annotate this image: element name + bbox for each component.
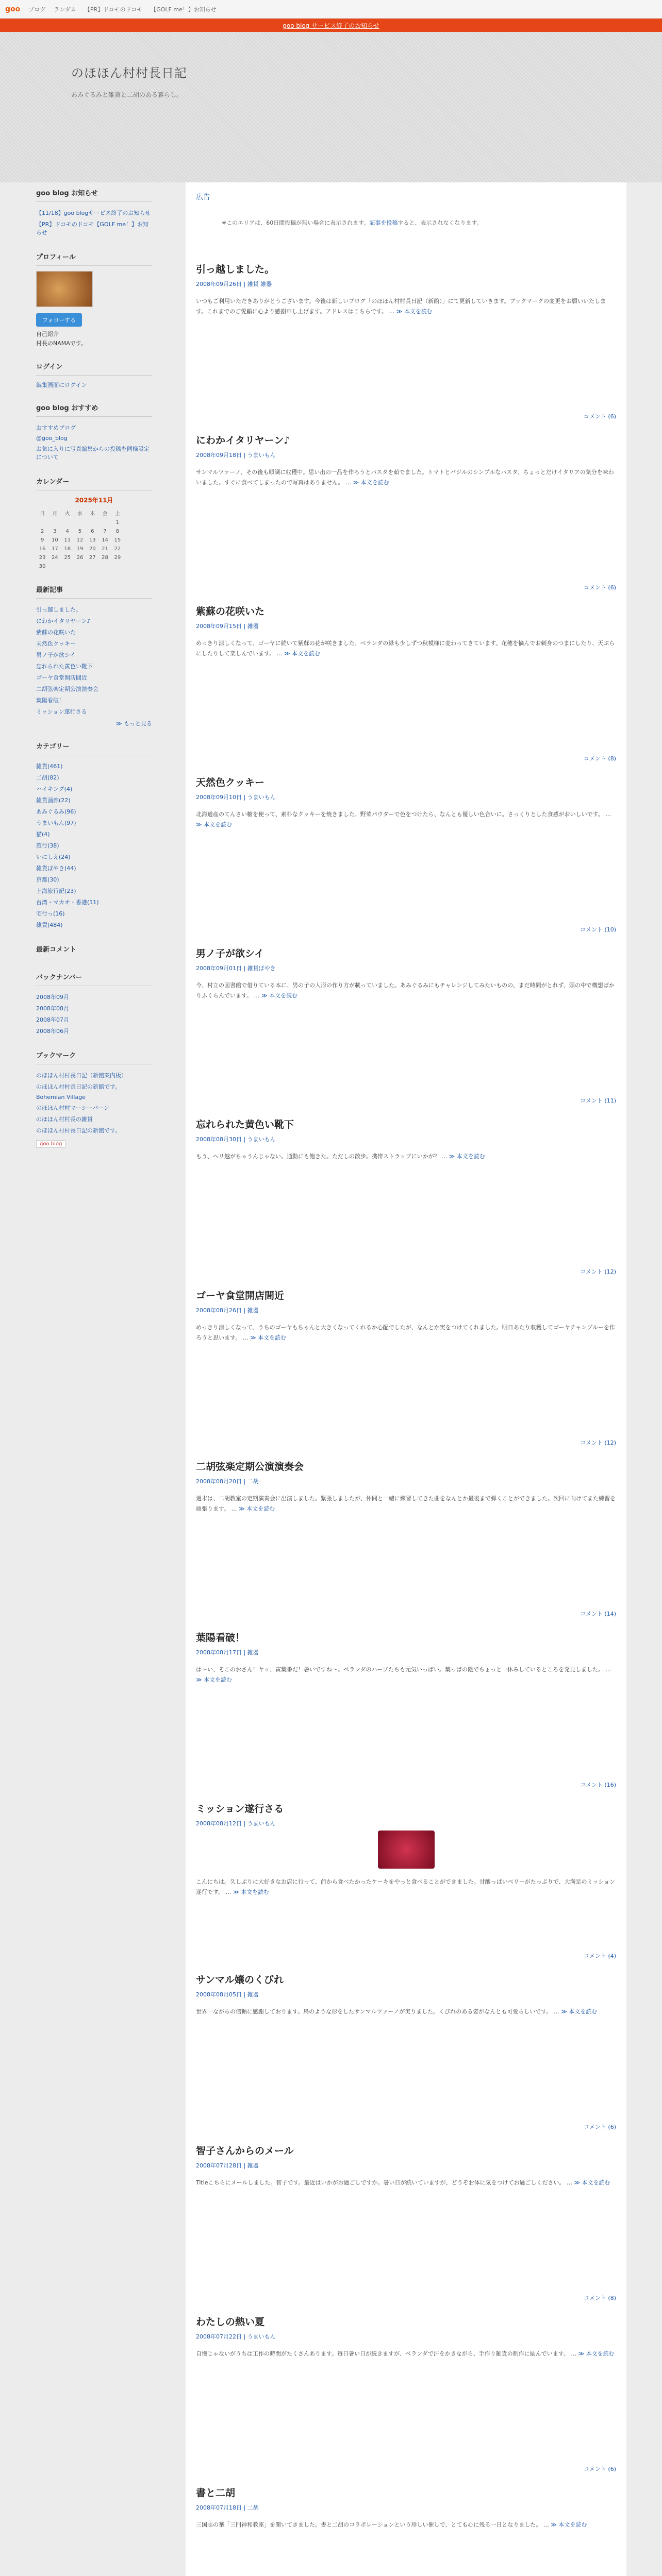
read-more-link[interactable]: ≫ 本文を読む — [578, 2350, 615, 2357]
login-heading: ログイン — [36, 361, 152, 376]
backnumber-link[interactable]: 2008年09月 — [36, 994, 69, 1001]
read-more-link[interactable]: ≫ 本文を読む — [196, 1676, 233, 1684]
news-heading: goo blog お知らせ — [36, 188, 152, 202]
category-link[interactable]: 上海旅行記(23) — [36, 888, 76, 895]
post-body-text: Titleこちらにメールしました。智子です。最近はいかがお過ごしですか。暑い日が続いていますが、どうぞお体に気をつけてお過ごしください。 … — [196, 2179, 574, 2186]
post-list — [196, 262, 616, 2576]
calendar-day: 26 — [76, 555, 84, 561]
topbar-link[interactable]: ランダム — [54, 6, 76, 13]
post-meta[interactable]: 2008年08月20日 | 二胡 — [196, 1478, 259, 1485]
post-body — [196, 1877, 616, 1898]
recent-post-link[interactable]: ゴーヤ食堂開店間近 — [36, 674, 87, 682]
bookmark-link[interactable]: Bohemian Village — [36, 1094, 86, 1101]
calendar-day — [74, 518, 86, 527]
calendar-day — [98, 562, 111, 571]
recommend-item[interactable]: お気に入りに写真編集からの投稿を同様設定について — [36, 446, 150, 461]
service-notice-bar[interactable] — [0, 19, 662, 32]
bookmark-list — [36, 1070, 152, 1136]
recent-post-link[interactable]: 紫蘇の花咲いた — [36, 629, 76, 636]
calendar-weekday: 火 — [64, 511, 70, 517]
calendar-weekday: 木 — [90, 511, 95, 517]
post-comments-link[interactable]: コメント (12) — [580, 1439, 616, 1446]
read-more-link[interactable]: ≫ 本文を読む — [284, 650, 321, 657]
post-body-text: もう、ヘリ越がちゃうんじゃない。通勤にも飽きた。ただしの散歩。携帯ストラップにいかが？ … — [196, 1153, 449, 1160]
calendar-day: 3 — [53, 529, 57, 535]
post-body — [196, 1665, 616, 1686]
blog-post — [196, 604, 616, 775]
blog-post — [196, 1801, 616, 1972]
calendar-day — [61, 562, 74, 571]
post-comments-link[interactable]: コメント (8) — [583, 755, 616, 762]
post-body-text: 北海道産のてんさい糖を使って、素朴なクッキーを焼きました。野菜パウダーで色をつけたら、なんとも優しい色合いに。さっくりとした食感がおいしいです。 … — [196, 811, 611, 818]
bookmark-link[interactable]: のほほん村村長日記（新館案内板） — [36, 1072, 127, 1079]
calendar-weekday: 金 — [102, 511, 108, 517]
category-link[interactable]: 雑貨画廊(22) — [36, 797, 71, 804]
profile-section — [36, 251, 152, 348]
category-link[interactable]: 雑貨ぼやき(44) — [36, 865, 76, 872]
calendar-day: 4 — [65, 529, 69, 535]
post-title[interactable]: 書と二胡 — [196, 2487, 236, 2499]
read-more-link[interactable]: ≫ 本文を読む — [261, 992, 298, 999]
calendar-day: 28 — [102, 555, 108, 561]
comments-section — [36, 944, 152, 958]
login-link[interactable]: 編集画面にログイン — [36, 382, 87, 389]
post-meta[interactable]: 2008年08月30日 | うまいもん — [196, 1136, 276, 1143]
category-link[interactable]: 猫(4) — [36, 831, 50, 838]
post-body-text: 三国志の華「三門神和教座」を聞いてきました。書と二胡のコラボレーションという珍しい催しで、とても心に残る一日となりました。 … — [196, 2521, 551, 2528]
read-more-link[interactable]: ≫ 本文を読む — [396, 308, 433, 315]
read-more-link[interactable]: ≫ 本文を読む — [196, 821, 233, 828]
post-body-text: サンマルツァーノ、その後も順調に収穫中。思い出の一品を作ろうとパスタを茹でました。トマトとバジルのシンプルなパスタ。ちょっとだけイタリアの気分を味わいました。すぐに食べてしまったので写真はありません。 … — [196, 469, 614, 486]
blog-description: あみぐるみと雑貨と二胡のある暮らし。 — [71, 91, 183, 98]
ad-note-prefix: ※このエリアは、60日間投稿が無い場合に表示されます。 — [222, 219, 370, 226]
calendar-day: 30 — [39, 564, 46, 570]
backnumber-link[interactable]: 2008年06月 — [36, 1028, 69, 1035]
calendar-weekday: 日 — [40, 511, 45, 517]
recent-post-link[interactable]: 二胡弦楽定期公演演奏会 — [36, 686, 98, 693]
blog-post — [196, 775, 616, 946]
blog-post — [196, 1459, 616, 1630]
news-item[interactable]: 【PR】ドコモのドコモ【GOLF me！】お知らせ — [36, 221, 149, 236]
topbar-link[interactable]: 【PR】ドコモのドコモ — [84, 6, 143, 13]
calendar-day: 8 — [115, 529, 120, 535]
post-title[interactable]: 智子さんからのメール — [196, 2145, 294, 2157]
post-comments-link[interactable]: コメント (6) — [583, 584, 616, 591]
calendar-day — [86, 518, 98, 527]
recent-more-link[interactable]: ≫ もっと見る — [115, 720, 152, 727]
recommend-section — [36, 402, 152, 463]
backnumber-section — [36, 972, 152, 1037]
backnumber-link[interactable]: 2008年07月 — [36, 1016, 69, 1024]
comments-heading: 最新コメント — [36, 944, 152, 958]
blog-post — [196, 1117, 616, 1288]
read-more-link[interactable]: ≫ 本文を読む — [574, 2179, 610, 2186]
ad-label: 広告 — [196, 193, 210, 201]
recent-post-link[interactable]: 引っ越しました。 — [36, 606, 81, 614]
category-section — [36, 741, 152, 930]
calendar-day — [48, 518, 61, 527]
news-section — [36, 188, 152, 238]
post-body-text: 週末は、二胡教室の定期演奏会に出演しました。緊張しましたが、仲間と一緒に練習してきた曲をなんとか最後まで弾くことができました。次回に向けてまた練習を頑張ります。 … — [196, 1495, 616, 1513]
calendar-day: 20 — [89, 546, 96, 552]
post-meta[interactable]: 2008年08月12日 | うまいもん — [196, 1820, 276, 1827]
backnumber-list — [36, 991, 152, 1037]
post-comments-link[interactable]: コメント (8) — [583, 2295, 616, 2301]
top-bar — [0, 0, 662, 19]
post-comments-link[interactable]: コメント (16) — [580, 1782, 616, 1788]
bookmark-link[interactable]: のほほん村村長日記の新館です。 — [36, 1083, 121, 1091]
read-more-link[interactable]: ≫ 本文を読む — [561, 2008, 598, 2015]
post-body — [196, 809, 616, 831]
calendar-day — [36, 518, 48, 527]
login-section — [36, 361, 152, 389]
calendar-day: 25 — [64, 555, 71, 561]
calendar-day: 18 — [64, 546, 71, 552]
calendar-day: 5 — [78, 529, 82, 535]
calendar-day: 2 — [40, 529, 44, 535]
profile-line: 自己紹介 — [36, 331, 59, 337]
calendar-day: 10 — [52, 537, 58, 544]
post-title[interactable]: 忘れられた黄色い靴下 — [196, 1119, 294, 1130]
category-link[interactable]: 雑貨(484) — [36, 922, 63, 929]
blog-post — [196, 2143, 616, 2314]
backnumber-heading: バックナンバー — [36, 972, 152, 986]
profile-line: 村長のNAMAです。 — [36, 340, 87, 347]
calendar-weekday: 土 — [114, 511, 120, 517]
category-list — [36, 760, 152, 930]
calendar-day: 14 — [102, 537, 108, 544]
recent-post-link[interactable]: 天然色クッキー — [36, 640, 76, 648]
category-link[interactable]: いにしえ(24) — [36, 854, 71, 861]
post-title[interactable]: 男ノ子が欲シイ — [196, 948, 264, 959]
post-comments-link[interactable]: コメント (11) — [580, 1097, 616, 1104]
post-body — [196, 1151, 616, 1162]
sidebar — [36, 188, 152, 1161]
post-body-text: 今、村立の図書館で借りている本に、男の子の人形の作り方が載っていました。あみぐるみにもチャレンジしてみたいものの、まだ時間がとれず、頭の中で構想ばかりふくらんでいます。 … — [196, 982, 615, 999]
post-title[interactable]: ミッション遂行さる — [196, 1803, 284, 1815]
recent-post-link[interactable]: にわかイタリヤーン♪ — [36, 618, 91, 625]
post-comments-link[interactable]: コメント (6) — [583, 413, 616, 420]
post-body — [196, 2007, 616, 2017]
bookmark-section — [36, 1050, 152, 1148]
calendar-day: 29 — [114, 555, 121, 561]
post-body — [196, 980, 616, 1002]
calendar-day: 11 — [64, 537, 71, 544]
post-body-text: こんにちは。久しぶりに大好きなお店に行って、前から食べたかったケーキをやっと食べることができました。甘酸っぱいベリーがたっぷりで、大満足のミッション遂行です。 … — [196, 1878, 616, 1896]
blog-post — [196, 433, 616, 604]
blog-header — [0, 32, 662, 182]
read-more-link[interactable]: ≫ 本文を読む — [239, 1505, 275, 1513]
topbar-link[interactable]: ブログ — [28, 6, 46, 13]
post-title[interactable]: 二胡弦楽定期公演演奏会 — [196, 1461, 304, 1472]
blog-post — [196, 1630, 616, 1801]
post-meta[interactable]: 2008年09月10日 | うまいもん — [196, 794, 276, 801]
post-title[interactable]: ゴーヤ食堂開店間近 — [196, 1290, 285, 1301]
calendar-day: 23 — [39, 555, 46, 561]
recent-post-link[interactable]: ミッション遂行さる — [36, 708, 87, 716]
post-title[interactable]: 葉陽看破！ — [196, 1632, 245, 1643]
post-body — [196, 2349, 616, 2359]
blog-title[interactable]: のほほん村村長日記 — [71, 66, 187, 80]
ad-note — [222, 218, 616, 227]
post-body-text: いつもご利用いただきありがとうございます。今後は新しいブログ「のほほん村村長日記（新館）」にて更新していきます。ブックマークの変更をお願いいたします。これまでのご愛顧に心より感謝申し上げます。アドレスはこちらです。 … — [196, 298, 606, 315]
post-meta[interactable]: 2008年08月17日 | 雑器 — [196, 1649, 259, 1656]
recent-post-link[interactable]: 忘れられた黄色い靴下 — [36, 663, 93, 670]
post-comments-link[interactable]: コメント (6) — [583, 2124, 616, 2130]
news-item[interactable]: 【11/18】goo blogサービス終了のお知らせ — [36, 210, 151, 216]
post-comments-link[interactable]: コメント (14) — [580, 1611, 616, 1617]
post-body-text: めっきり涼しくなって、うちのゴーヤもちゃんと大きくなってくれるか心配でしたが、なんとか実をつけてくれました。明日あたり収穫してゴーヤチャンプルーを作ろうと思います。 … — [196, 1324, 615, 1342]
calendar-day: 1 — [115, 520, 120, 526]
category-link[interactable]: ハイキング(4) — [36, 786, 73, 793]
service-notice-link[interactable]: goo blog サービス終了のお知らせ — [283, 22, 379, 29]
post-meta[interactable]: 2008年09月01日 | 雑貨ぼやき — [196, 965, 276, 972]
calendar-day: 21 — [102, 546, 108, 552]
calendar-day: 24 — [52, 555, 58, 561]
post-title[interactable]: 紫蘇の花咲いた — [196, 606, 265, 617]
read-more-link[interactable]: ≫ 本文を読む — [233, 1889, 270, 1896]
recent-heading: 最新記事 — [36, 584, 152, 599]
post-body — [196, 638, 616, 659]
blog-post — [196, 1288, 616, 1459]
category-link[interactable]: 二胡(82) — [36, 774, 59, 782]
post-meta[interactable]: 2008年09月18日 | うまいもん — [196, 452, 276, 459]
blog-post — [196, 2485, 616, 2576]
blog-post — [196, 1972, 616, 2143]
post-photo[interactable] — [378, 1831, 435, 1869]
recommend-heading: goo blog おすすめ — [36, 402, 152, 417]
calendar-section — [36, 476, 152, 571]
news-list — [36, 207, 152, 238]
post-body — [196, 1494, 616, 1515]
category-heading: カテゴリー — [36, 741, 152, 755]
calendar-day: 15 — [114, 537, 121, 544]
calendar-day: 27 — [89, 555, 96, 561]
bookmark-link[interactable]: のほほん村村長の雑貨 — [36, 1116, 93, 1123]
blog-post — [196, 262, 616, 433]
post-body-text: 世界一ながらの信頼に感謝しております。鳥のような形をしたサンマルツァーノが実りました。くびれのある姿がなんとも可愛らしいです。 … — [196, 2008, 561, 2015]
post-title[interactable]: サンマル嬢のくびれ — [196, 1974, 284, 1986]
read-more-link[interactable]: ≫ 本文を読む — [449, 1153, 485, 1160]
post-title[interactable]: 天然色クッキー — [196, 777, 265, 788]
post-comments-link[interactable]: コメント (10) — [580, 926, 616, 933]
recommend-item[interactable]: @goo_blog — [36, 435, 68, 442]
calendar-day — [48, 562, 61, 571]
read-more-link[interactable]: ≫ 本文を読む — [551, 2521, 587, 2528]
topbar-link[interactable]: 【GOLF me！】お知らせ — [151, 6, 217, 13]
post-title[interactable]: にわかイタリヤーン♪ — [196, 435, 290, 446]
category-link[interactable]: 雑貨(461) — [36, 763, 63, 770]
calendar-day: 12 — [76, 537, 84, 544]
post-meta[interactable]: 2008年07月22日 | うまいもん — [196, 2333, 276, 2340]
post-meta[interactable]: 2008年08月26日 | 雑器 — [196, 1307, 259, 1314]
recent-section — [36, 584, 152, 727]
post-meta[interactable]: 2008年09月26日 | 雑貨 雑器 — [196, 281, 272, 287]
follow-button[interactable]: フォローする — [36, 313, 82, 327]
calendar-day — [86, 562, 98, 571]
post-body-text: 自慢じゃないがうちは工作の時間がたくさんあります。毎日暑い日が続きますが、ベランダで汗をかきながら、手作り雑貨の制作に励んでいます。 … — [196, 2350, 578, 2357]
post-comments-link[interactable]: コメント (6) — [583, 2466, 616, 2472]
calendar-day: 22 — [114, 546, 121, 552]
read-more-link[interactable]: ≫ 本文を読む — [353, 479, 389, 486]
goo-logo[interactable]: goo — [5, 5, 21, 13]
content-wrapper — [0, 182, 662, 2576]
post-meta[interactable]: 2008年09月15日 | 雑器 — [196, 623, 259, 630]
calendar-day — [98, 518, 111, 527]
recommend-item[interactable]: おすすめブログ — [36, 425, 76, 432]
post-meta[interactable]: 2008年07月28日 | 雑器 — [196, 2162, 259, 2169]
calendar-day — [74, 562, 86, 571]
calendar-day — [111, 562, 124, 571]
backnumber-link[interactable]: 2008年08月 — [36, 1005, 69, 1012]
calendar-day — [61, 518, 74, 527]
recommend-list — [36, 422, 152, 463]
calendar-day: 13 — [89, 537, 96, 544]
post-comments-link[interactable]: コメント (12) — [580, 1268, 616, 1275]
category-link[interactable]: 旅行(38) — [36, 842, 59, 850]
bookmark-link[interactable]: のほほん村村長日記の新館です。 — [36, 1127, 121, 1134]
calendar-day: 6 — [91, 529, 94, 535]
post-body — [196, 1323, 616, 1344]
post-body-text: は～い、そこのおさん！ヤッ、寅葉番だ！暑いですね～。ベランダのハーブたちも元気いっぱい。葉っぱの陰でちょっと一休みしているところを発見しました。 … — [196, 1666, 611, 1673]
post-comments-link[interactable]: コメント (4) — [583, 1953, 616, 1959]
post-body — [196, 2178, 616, 2188]
post-meta[interactable]: 2008年08月05日 | 雑器 — [196, 1991, 259, 1998]
calendar-day: 16 — [39, 546, 46, 552]
calendar-day: 9 — [40, 537, 44, 544]
calendar-heading: カレンダー — [36, 476, 152, 490]
recent-post-link[interactable]: 葉陽看破！ — [36, 697, 64, 704]
bookmark-heading: ブックマーク — [36, 1050, 152, 1064]
calendar-table — [36, 507, 124, 571]
post-article-link[interactable]: 記事を投稿 — [369, 219, 398, 226]
post-body — [196, 2520, 616, 2530]
category-link[interactable]: 宅行っ(16) — [36, 910, 65, 918]
calendar-weekday: 月 — [52, 511, 58, 517]
calendar-day: 17 — [52, 546, 58, 552]
calendar-weekday: 水 — [77, 511, 82, 517]
profile-image[interactable] — [36, 271, 93, 307]
post-meta[interactable]: 2008年07月18日 | 二胡 — [196, 2504, 259, 2511]
recent-list — [36, 604, 152, 717]
category-link[interactable]: 台湾・マカオ・香港(11) — [36, 899, 99, 906]
post-title[interactable]: わたしの熱い夏 — [196, 2316, 265, 2328]
bookmark-link[interactable]: のほほん村村マーシーバーン — [36, 1105, 110, 1112]
read-more-link[interactable]: ≫ 本文を読む — [250, 1334, 287, 1342]
main-content — [186, 182, 626, 2576]
blog-post — [196, 2314, 616, 2485]
category-link[interactable]: あみぐるみ(96) — [36, 808, 76, 816]
recent-post-link[interactable]: 男ノ子が欲シイ — [36, 652, 76, 659]
post-body — [196, 296, 616, 317]
ad-note-suffix: すると、表示されなくなります。 — [398, 219, 483, 226]
post-body — [196, 467, 616, 488]
calendar-day: 19 — [76, 546, 84, 552]
profile-heading: プロフィール — [36, 251, 152, 266]
calendar-day: 7 — [103, 529, 107, 535]
post-title[interactable]: 引っ越しました。 — [196, 264, 275, 275]
post-body-text: めっきり涼しくなって、ゴーヤに続いて紫蘇の花が咲きました。ベランダの緑も少しずつ秋模様に変わってきています。花穂を摘んでお刺身のつまにしたり、天ぷらにしたりして楽しんでいます。 … — [196, 640, 615, 657]
calendar-month-title: 2025年11月 — [75, 497, 113, 504]
goo-blog-badge[interactable]: goo blog — [36, 1140, 65, 1148]
category-link[interactable]: 京都(30) — [36, 876, 59, 884]
blog-post — [196, 946, 616, 1117]
category-link[interactable]: うまいもん(97) — [36, 820, 76, 827]
